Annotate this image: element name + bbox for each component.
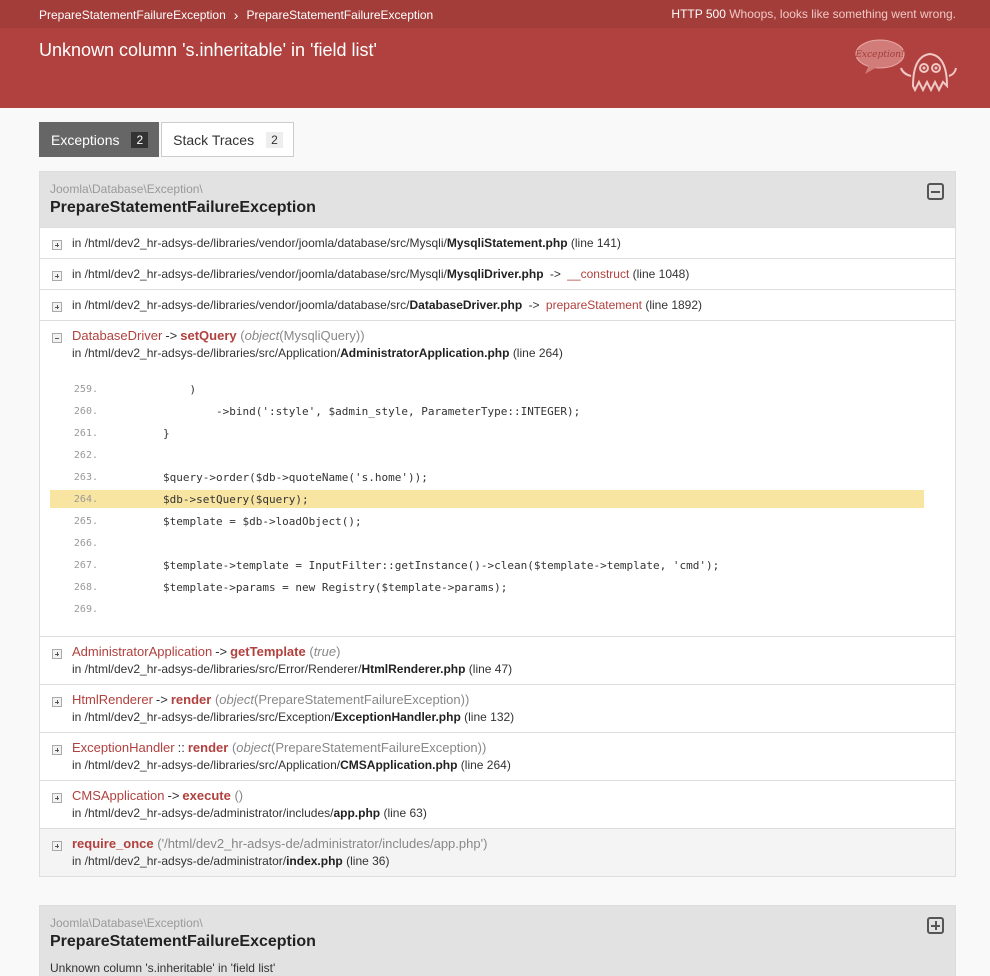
expand-icon[interactable] [927,917,944,934]
exception-panel [39,905,956,976]
breadcrumb-item[interactable]: PrepareStatementFailureException [39,8,226,22]
frame-signature: CMSApplication -> execute () [72,788,244,803]
exception-panel [39,171,956,877]
breadcrumb [39,7,433,23]
stack-frame[interactable] [40,258,955,289]
frame-location: in /html/dev2_hr-adsys-de/libraries/src/Application/CMSApplication.php (line 264) [72,758,511,772]
stack-frame[interactable] [40,780,955,828]
stack-frame[interactable] [40,684,955,732]
frame-signature: ExceptionHandler :: render (object(PrepareStatementFailureException)) [72,740,487,755]
frame-location: in /html/dev2_hr-adsys-de/libraries/src/Exception/ExceptionHandler.php (line 132) [72,710,515,724]
stack-frame[interactable] [40,227,955,258]
stack-frame[interactable] [40,636,955,684]
tab-label: Stack Traces [173,131,255,148]
code-line: 268. $template->params = new Registry($template->params); [73,580,508,594]
page-title: Unknown column 's.inheritable' in 'field list' [39,40,377,60]
status-message: Whoops, looks like something went wrong. [729,7,956,21]
code-line: 259. ) [73,382,197,396]
tab-count-badge: 2 [266,132,283,148]
exception-namespace: Joomla\Database\Exception\ [50,182,203,196]
code-line: 266. [73,537,98,549]
stack-frame[interactable] [40,828,955,876]
code-line-highlighted: 264. $db->setQuery($query); [50,490,924,508]
expand-icon[interactable] [52,745,62,755]
tab-label: Exceptions [51,131,120,148]
frame-location: in /html/dev2_hr-adsys-de/administrator/index.php (line 36) [72,854,390,868]
logo-text: Exception! [855,50,905,60]
expand-icon[interactable] [52,697,62,707]
exception-header [40,172,955,227]
exception-name: PrepareStatementFailureException [50,199,316,216]
frame-signature: AdministratorApplication -> getTemplate (true) [72,644,341,659]
code-line: 260. ->bind(':style', $admin_style, ParameterType::INTEGER); [73,404,581,418]
collapse-icon[interactable] [52,333,62,343]
whoops-ghost-logo [855,36,959,98]
error-header [0,0,990,108]
exception-header [40,906,955,976]
chevron-right-icon: › [233,7,239,23]
code-line: 261. } [73,426,170,440]
tab-stack-traces[interactable] [161,122,294,157]
stack-frame[interactable] [40,289,955,320]
exception-message: Unknown column 's.inheritable' in 'field list' [50,961,276,975]
frame-location: in /html/dev2_hr-adsys-de/libraries/vendor/joomla/database/src/DatabaseDriver.php -> prepareStatement (line 1892) [72,298,703,312]
top-bar [0,0,990,28]
frame-location: in /html/dev2_hr-adsys-de/libraries/vendor/joomla/database/src/Mysqli/MysqliDriver.php -> __construct (line 1048) [72,267,690,281]
exception-namespace: Joomla\Database\Exception\ [50,916,203,930]
breadcrumb-item[interactable]: PrepareStatementFailureException [246,8,434,22]
frame-location: in /html/dev2_hr-adsys-de/libraries/vendor/joomla/database/src/Mysqli/MysqliStatement.php (line 141) [72,236,621,250]
collapse-icon[interactable] [927,183,944,200]
tab-exceptions[interactable] [39,122,159,157]
expand-icon[interactable] [52,271,62,281]
frame-location: in /html/dev2_hr-adsys-de/administrator/includes/app.php (line 63) [72,806,427,820]
tab-count-badge: 2 [131,132,148,148]
view-tabs [39,122,294,157]
exception-name: PrepareStatementFailureException [50,933,316,950]
stack-frame-expanded[interactable] [40,320,955,636]
http-status [671,7,956,21]
expand-icon[interactable] [52,240,62,250]
code-line: 262. [73,449,98,461]
expand-icon[interactable] [52,841,62,851]
frame-signature: require_once ('/html/dev2_hr-adsys-de/administrator/includes/app.php') [72,836,488,851]
frame-signature: DatabaseDriver -> setQuery (object(MysqliQuery)) [72,328,365,343]
code-line: 269. [73,603,98,615]
frame-location: in /html/dev2_hr-adsys-de/libraries/src/Error/Renderer/HtmlRenderer.php (line 47) [72,662,513,676]
expand-icon[interactable] [52,649,62,659]
code-line: 265. $template = $db->loadObject(); [73,514,362,528]
code-snippet [50,378,924,620]
expand-icon[interactable] [52,793,62,803]
code-line: 267. $template->template = InputFilter::getInstance()->clean($template->template, 'cmd'); [73,558,720,572]
code-line: 263. $query->order($db->quoteName('s.home')); [73,470,428,484]
stack-frame[interactable] [40,732,955,780]
frame-signature: HtmlRenderer -> render (object(PrepareStatementFailureException)) [72,692,470,707]
expand-icon[interactable] [52,302,62,312]
frame-location: in /html/dev2_hr-adsys-de/libraries/src/Application/AdministratorApplication.php (line 264) [72,346,563,360]
status-code: HTTP 500 [671,7,726,21]
